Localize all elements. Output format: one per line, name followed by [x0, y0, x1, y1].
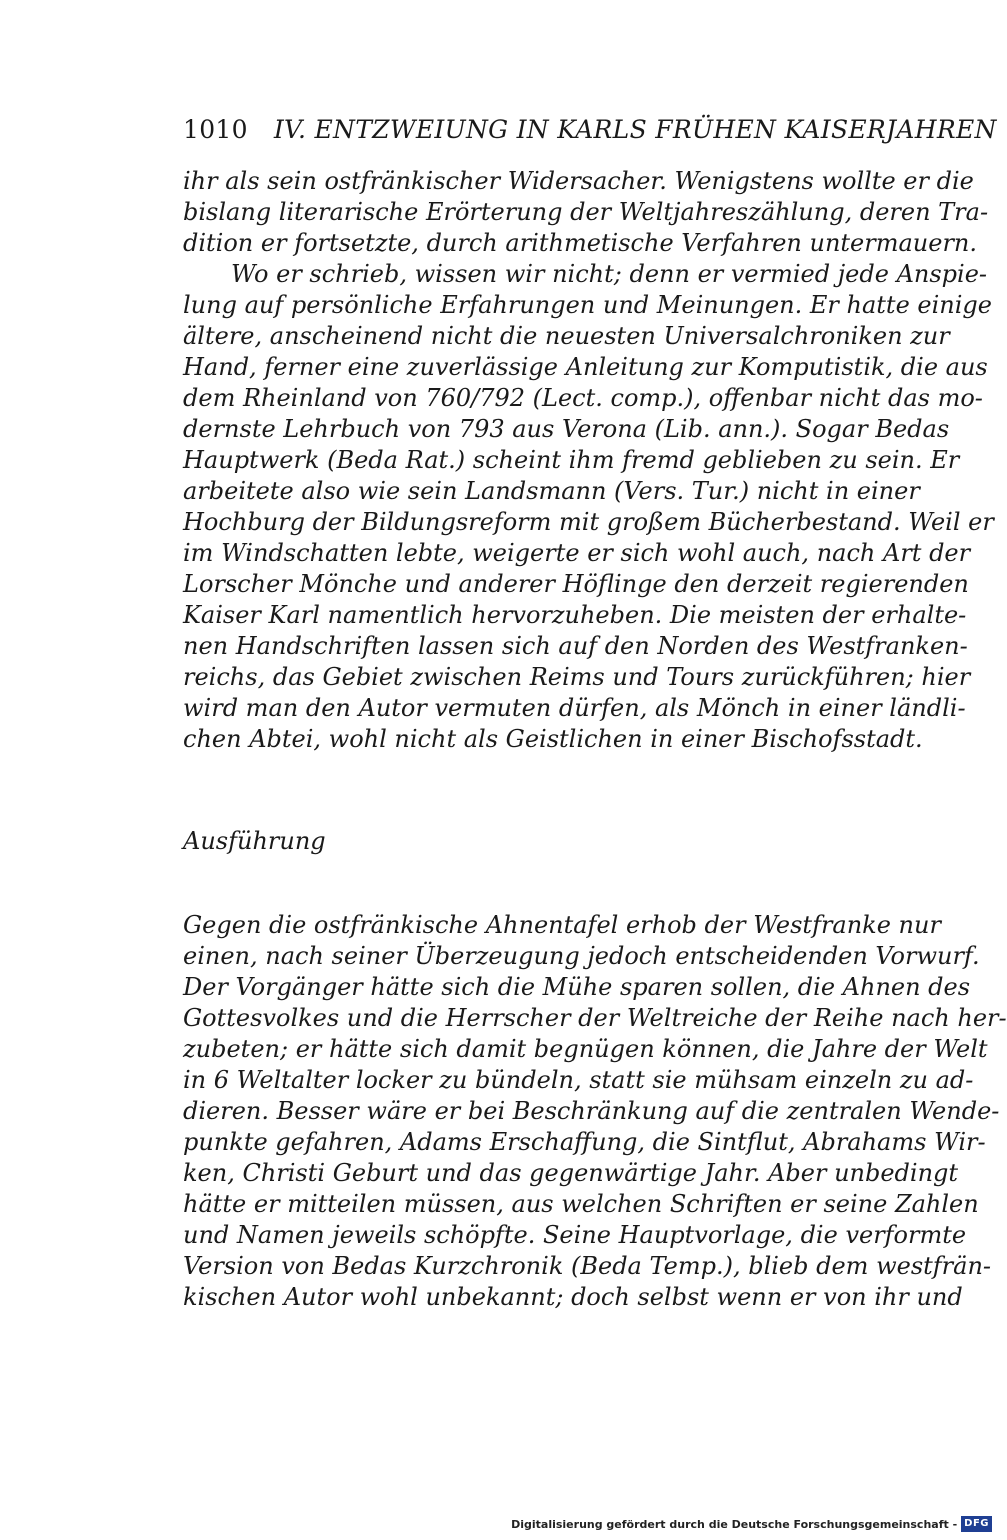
- digitization-credit: [511, 1512, 992, 1536]
- text-line: Version von Bedas Kurzchronik (Beda Temp.), blieb dem westfrän-: [183, 1252, 992, 1280]
- text-line: in 6 Weltalter locker zu bündeln, statt sie mühsam einzeln zu ad-: [183, 1066, 974, 1094]
- running-head: [183, 112, 997, 148]
- text-line: Lorscher Mönche und anderer Höflinge den derzeit regierenden: [183, 570, 969, 598]
- text-line: ken, Christi Geburt und das gegenwärtige Jahr. Aber unbedingt: [183, 1159, 959, 1187]
- text-line: dernste Lehrbuch von 793 aus Verona (Lib. ann.). Sogar Bedas: [183, 415, 950, 443]
- text-line: kischen Autor wohl unbekannt; doch selbst wenn er von ihr und: [183, 1283, 963, 1311]
- text-line: reichs, das Gebiet zwischen Reims und Tours zurückführen; hier: [183, 663, 971, 691]
- text-line: Gegen die ostfränkische Ahnentafel erhob der Westfranke nur: [183, 911, 941, 939]
- text-line: Gottesvolkes und die Herrscher der Weltreiche der Reihe nach her-: [183, 1004, 1007, 1032]
- text-line: einen, nach seiner Überzeugung jedoch entscheidenden Vorwurf.: [183, 942, 980, 970]
- body-text-top: [183, 166, 994, 755]
- text-line: im Windschatten lebte, weigerte er sich wohl auch, nach Art der: [183, 539, 971, 567]
- text-line: chen Abtei, wohl nicht als Geistlichen in einer Bischofsstadt.: [183, 725, 923, 753]
- text-line: wird man den Autor vermuten dürfen, als Mönch in einer ländli-: [183, 694, 966, 722]
- text-line: Kaiser Karl namentlich hervorzuheben. Die meisten der erhalte-: [183, 601, 967, 629]
- text-line: Hochburg der Bildungsreform mit großem Bücherbestand. Weil er: [183, 508, 994, 536]
- text-line: Hauptwerk (Beda Rat.) scheint ihm fremd geblieben zu sein. Er: [183, 446, 960, 474]
- text-line: bislang literarische Erörterung der Weltjahreszählung, deren Tra-: [183, 198, 989, 226]
- text-line: dem Rheinland von 760/792 (Lect. comp.), offenbar nicht das mo-: [183, 384, 983, 412]
- body-text-bottom: [183, 910, 1007, 1313]
- dfg-logo: DFG: [961, 1516, 992, 1532]
- text-line: und Namen jeweils schöpfte. Seine Hauptvorlage, die verformte: [183, 1221, 967, 1249]
- credit-text: Digitalisierung gefördert durch die Deutsche Forschungsgemeinschaft -: [511, 1517, 958, 1531]
- text-line: Wo er schrieb, wissen wir nicht; denn er vermied jede Anspie-: [231, 260, 988, 288]
- text-line: zubeten; er hätte sich damit begnügen können, die Jahre der Welt: [183, 1035, 988, 1063]
- text-line: Der Vorgänger hätte sich die Mühe sparen sollen, die Ahnen des: [183, 973, 971, 1001]
- text-line: hätte er mitteilen müssen, aus welchen Schriften er seine Zahlen: [183, 1190, 979, 1218]
- text-line: dition er fortsetzte, durch arithmetische Verfahren untermauern.: [183, 229, 978, 257]
- text-line: ältere, anscheinend nicht die neuesten Universalchroniken zur: [183, 322, 950, 350]
- text-line: ihr als sein ostfränkischer Widersacher. Wenigstens wollte er die: [183, 167, 974, 195]
- text-line: arbeitete also wie sein Landsmann (Vers. Tur.) nicht in einer: [183, 477, 920, 505]
- text-line: Hand, ferner eine zuverlässige Anleitung zur Komputistik, die aus: [183, 353, 988, 381]
- page-number: 1010: [183, 115, 248, 144]
- running-title: IV. ENTZWEIUNG IN KARLS FRÜHEN KAISERJAHREN: [273, 115, 997, 144]
- text-line: dieren. Besser wäre er bei Beschränkung auf die zentralen Wende-: [183, 1097, 1000, 1125]
- text-line: punkte gefahren, Adams Erschaffung, die Sintflut, Abrahams Wir-: [183, 1128, 986, 1156]
- text-line: nen Handschriften lassen sich auf den Norden des Westfranken-: [183, 632, 968, 660]
- section-heading: Ausführung: [183, 827, 326, 855]
- text-line: lung auf persönliche Erfahrungen und Meinungen. Er hatte einige: [183, 291, 992, 319]
